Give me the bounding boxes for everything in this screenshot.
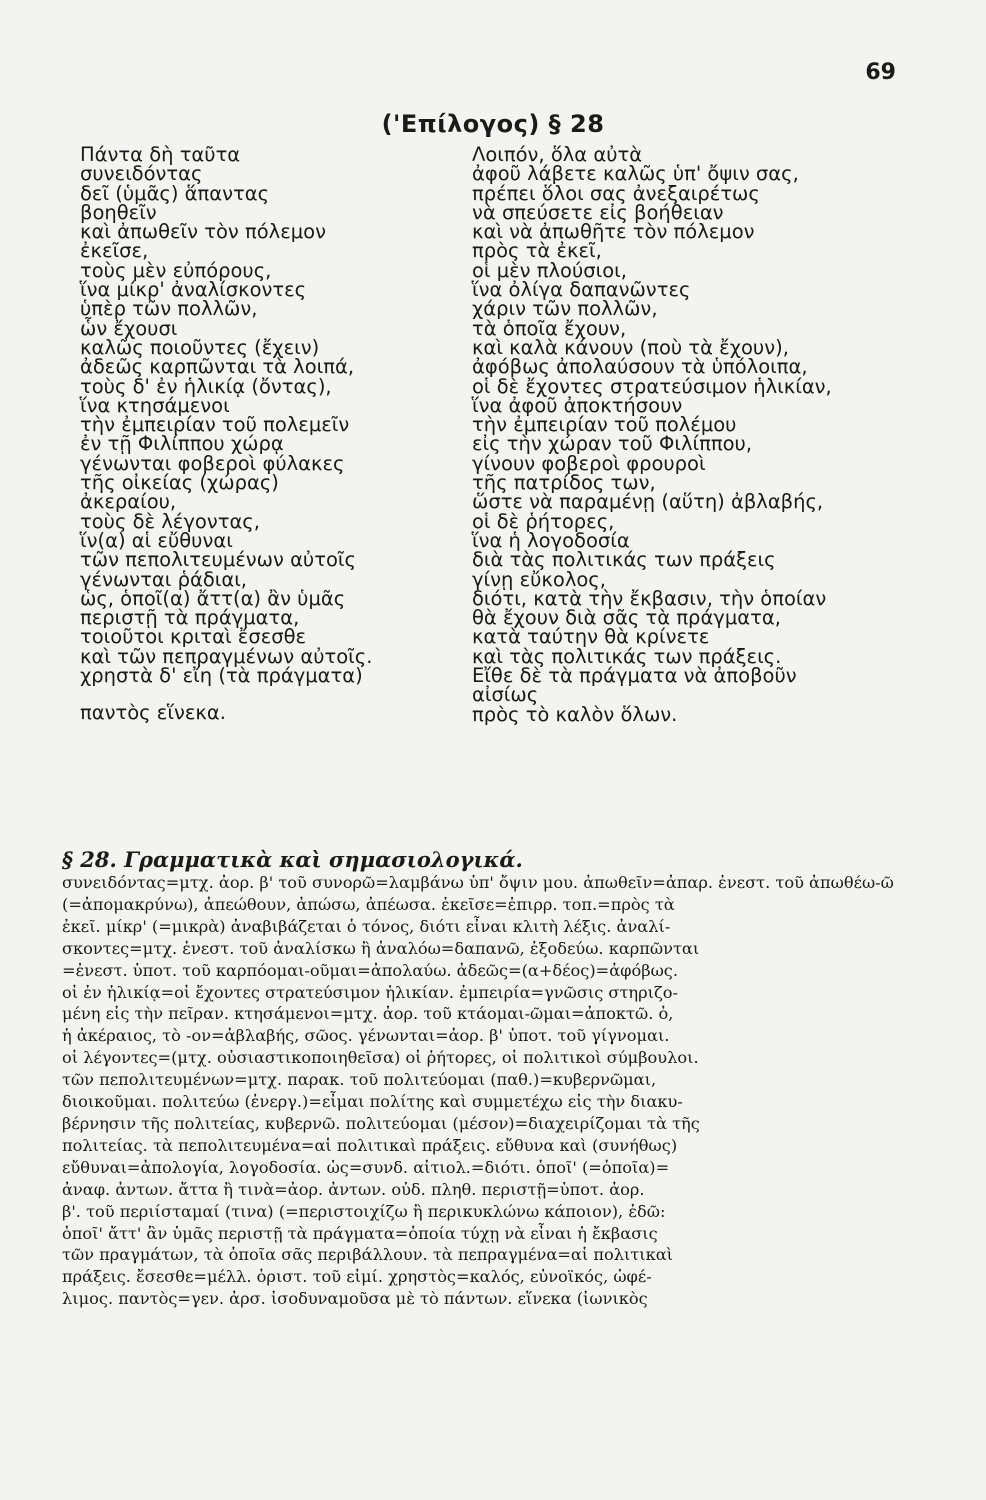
translation-column <box>472 145 902 724</box>
notes-line: οἱ λέγοντες=(μτχ. οὐσιαστικοποιηθεῖσα) οἱ ῥήτορες, οἱ πολιτικοὶ σύμβουλοι. <box>62 1048 699 1068</box>
notes-line: λιμος. παντὸς=γεν. ἀρσ. ἰσοδυναμοῦσα μὲ τὸ πάντων. εἵνεκα (ἰωνικὸς <box>62 1289 648 1309</box>
notes-line: οἱ ἐν ἡλικίᾳ=οἱ ἔχοντες στρατεύσιμον ἡλικίαν. ἐμπειρία=γνῶσις στηριζο- <box>62 982 678 1002</box>
translation-line: οἱ μὲν πλούσιοι, <box>472 258 627 282</box>
translation-line: αἰσίως <box>472 683 539 707</box>
ancient-text-line: ὧν ἔχουσι <box>80 316 178 340</box>
ancient-text-line: συνειδόντας <box>80 162 203 186</box>
translation-line: τὰ ὁποῖα ἔχουν, <box>472 316 627 340</box>
ancient-text-line: δεῖ (ὑμᾶς) ἅπαντας <box>80 181 270 205</box>
translation-line: Εἴθε δὲ τὰ πράγματα νὰ ἀποβοῦν <box>472 664 797 688</box>
ancient-text-line: τοὺς δὲ λέγοντας, <box>80 509 260 533</box>
ancient-text-final-line: παντὸς εἵνεκα. <box>80 701 226 725</box>
translation-line: κατὰ ταύτην θὰ κρίνετε <box>472 625 710 649</box>
translation-line: ὥστε νὰ παραμένῃ (αὕτη) ἀβλαβής, <box>472 490 824 514</box>
notes-line: =ἐνεστ. ὑποτ. τοῦ καρπόομαι-οῦμαι=ἀπολαύω. ἀδεῶς=(α+δέος)=ἀφόβως. <box>62 960 678 980</box>
translation-line: θὰ ἔχουν διὰ σᾶς τὰ πράγματα, <box>472 606 781 630</box>
page-number: 69 <box>865 60 896 85</box>
translation-line: νὰ σπεύσετε εἰς βοήθειαν <box>472 200 724 224</box>
ancient-text-line: Πάντα δὴ ταῦτα <box>80 143 241 166</box>
ancient-text-line: χρηστὰ δ' εἴη (τὰ πράγματα) <box>80 664 363 688</box>
ancient-text-line: τοὺς μὲν εὐπόρους, <box>80 258 272 282</box>
translation-line: εἰς τὴν χώραν τοῦ Φιλίππου, <box>472 432 753 456</box>
translation-line: χάριν τῶν πολλῶν, <box>472 297 658 321</box>
ancient-text-line: ἐκεῖσε, <box>80 239 149 263</box>
translation-line: τὴν ἐμπειρίαν τοῦ πολέμου <box>472 413 737 437</box>
ancient-text-line: γένωνται ῥάδιαι, <box>80 567 247 591</box>
notes-line: εὔθυναι=ἀπολογία, λογοδοσία. ὡς=συνδ. αἰτιολ.=διότι. ὁποῖ' (=ὁποῖα)= <box>62 1157 670 1177</box>
notes-line: ἡ ἀκέραιος, τὸ -ον=ἀβλαβής, σῶος. γένωνται=ἀορ. β' ὑποτ. τοῦ γίγνομαι. <box>62 1026 670 1046</box>
ancient-text-line: ἐν τῇ Φιλίππου χώρᾳ <box>80 432 284 456</box>
notes-line: ὁποῖ' ἄττ' ἂν ὑμᾶς περιστῇ τὰ πράγματα=ὁποία τύχῃ νὰ εἶναι ἡ ἔκβασις <box>62 1223 658 1243</box>
translation-line: οἱ δὲ ῥήτορες, <box>472 509 615 533</box>
grammar-notes <box>62 847 894 1310</box>
translation-line: καὶ τὰς πολιτικάς των πράξεις. <box>472 644 782 668</box>
ancient-text-line: ἵνα κτησάμενοι <box>80 393 230 417</box>
notes-line: ἐκεῖ. μίκρ' (=μικρὰ) ἀναβιβάζεται ὁ τόνος, διότι εἶναι κλιτὴ λέξις. ἀναλί- <box>62 916 671 936</box>
notes-line: β'. τοῦ περιίσταμαί (τινα) (=περιστοιχίζω ἢ περικυκλώνω κάποιον), ἐδῶ: <box>62 1201 666 1221</box>
section-heading: ('Επίλογος) § 28 <box>381 110 605 138</box>
translation-line: διότι, κατὰ τὴν ἔκβασιν, τὴν ὁποίαν <box>472 586 827 610</box>
translation-line: οἱ δὲ ἔχοντες στρατεύσιμον ἡλικίαν, <box>472 374 832 398</box>
notes-title: § 28. Γραμματικὰ καὶ σημασιολογικά. <box>62 847 523 872</box>
ancient-text-line: ἵν(α) αἱ εὔθυναι <box>80 528 233 552</box>
translation-line: πρὸς τὰ ἐκεῖ, <box>472 239 602 263</box>
translation-line: ἵνα ἡ λογοδοσία <box>472 528 630 552</box>
translation-line: ἵνα ὀλίγα δαπανῶντες <box>472 278 691 302</box>
translation-line: διὰ τὰς πολιτικάς των πράξεις <box>472 548 776 572</box>
notes-line: βέρνησιν τῆς πολιτείας, κυβερνῶ. πολιτεύομαι (μέσον)=διαχειρίζομαι τὰ τῆς <box>62 1113 700 1133</box>
notes-line: διοικοῦμαι. πολιτεύω (ἐνεργ.)=εἶμαι πολίτης καὶ συμμετέχω εἰς τὴν διακυ- <box>62 1092 683 1112</box>
ancient-text-line: ὡς, ὁποῖ(α) ἄττ(α) ἂν ὑμᾶς <box>80 586 346 610</box>
notes-line: τῶν πραγμάτων, τὰ ὁποῖα σᾶς περιβάλλουν. τὰ πεπραγμένα=αἱ πολιτικαὶ <box>62 1245 674 1265</box>
notes-line: τῶν πεπολιτευμένων=μτχ. παρακ. τοῦ πολιτεύομαι (παθ.)=κυβερνῶμαι, <box>62 1070 657 1090</box>
ancient-text-line: τὴν ἐμπειρίαν τοῦ πολεμεῖν <box>80 413 350 437</box>
ancient-text-line: ἀδεῶς καρπῶνται τὰ λοιπά, <box>80 355 355 379</box>
translation-line: ἀφοῦ λάβετε καλῶς ὑπ' ὄψιν σας, <box>472 162 799 186</box>
translation-line: καὶ νὰ ἀπωθῆτε τὸν πόλεμον <box>472 220 755 244</box>
translation-line: γίνῃ εὔκολος, <box>472 567 606 591</box>
translation-line: γίνουν φοβεροὶ φρουροὶ <box>472 451 706 475</box>
notes-line: (=ἀπομακρύνω), ἀπεώθουν, ἀπώσω, ἀπέωσα. ἐκεῖσε=ἐπιρρ. τοπ.=πρὸς τὰ <box>62 894 675 914</box>
ancient-text-line: καλῶς ποιοῦντες (ἔχειν) <box>80 335 320 359</box>
notes-line: πολιτείας. τὰ πεπολιτευμένα=αἱ πολιτικαὶ πράξεις. εὔθυνα καὶ (συνήθως) <box>62 1135 678 1155</box>
ancient-text-line: βοηθεῖν <box>80 200 157 224</box>
ancient-text-column <box>80 145 460 723</box>
ancient-text-line: ὑπὲρ τῶν πολλῶν, <box>80 297 258 321</box>
ancient-text-line: τῆς οἰκείας (χώρας) <box>80 471 279 495</box>
translation-line: πρὸς τὸ καλὸν ὅλων. <box>472 702 678 726</box>
ancient-text-line: τοιοῦτοι κριταὶ ἔσεσθε <box>80 625 307 649</box>
ancient-text-line: περιστῇ τὰ πράγματα, <box>80 606 300 630</box>
notes-line: πράξεις. ἔσεσθε=μέλλ. ὁριστ. τοῦ εἰμί. χρηστὸς=καλός, εὐνοϊκός, ὠφέ- <box>62 1267 652 1287</box>
translation-line: καὶ καλὰ κάνουν (ποὺ τὰ ἔχουν), <box>472 335 789 359</box>
ancient-text-line: τῶν πεπολιτευμένων αὐτοῖς <box>80 548 356 572</box>
notes-line: ἀναφ. ἀντων. ἄττα ἢ τινὰ=ἀορ. ἀντων. οὐδ. πληθ. περιστῇ=ὑποτ. ἀορ. <box>62 1179 645 1199</box>
notes-line: μένη εἰς τὴν πεῖραν. κτησάμενοι=μτχ. ἀορ. τοῦ κτάομαι-ῶμαι=ἀποκτῶ. ὁ, <box>62 1004 674 1024</box>
ancient-text-line: ἀκεραίου, <box>80 490 177 514</box>
ancient-text-line: καὶ τῶν πεπραγμένων αὐτοῖς. <box>80 644 373 668</box>
translation-line: ἀφόβως ἀπολαύσουν τὰ ὑπόλοιπα, <box>472 355 808 379</box>
translation-line: πρέπει ὅλοι σας ἀνεξαιρέτως <box>472 181 760 205</box>
translation-line: ἵνα ἀφοῦ ἀποκτήσουν <box>472 393 683 417</box>
translation-line: τῆς πατρίδος των, <box>472 471 656 495</box>
ancient-text-line: ἵνα μίκρ' ἀναλίσκοντες <box>80 278 307 302</box>
notes-line: σκοντες=μτχ. ἐνεστ. τοῦ ἀναλίσκω ἢ ἀναλόω=δαπανῶ, ἐξοδεύω. καρπῶνται <box>62 938 700 958</box>
ancient-text-line: τοὺς δ' ἐν ἡλικίᾳ (ὄντας), <box>80 374 332 398</box>
translation-line: Λοιπόν, ὅλα αὐτὰ <box>472 143 643 166</box>
notes-line: συνειδόντας=μτχ. ἀορ. β' τοῦ συνορῶ=λαμβάνω ὑπ' ὄψιν μου. ἀπωθεῖν=ἀπαρ. ἐνεστ. τοῦ ἀπωθέω-ῶ <box>62 873 894 892</box>
ancient-text-line: γένωνται φοβεροὶ φύλακες <box>80 451 345 475</box>
ancient-text-line: καὶ ἀπωθεῖν τὸν πόλεμον <box>80 220 326 244</box>
